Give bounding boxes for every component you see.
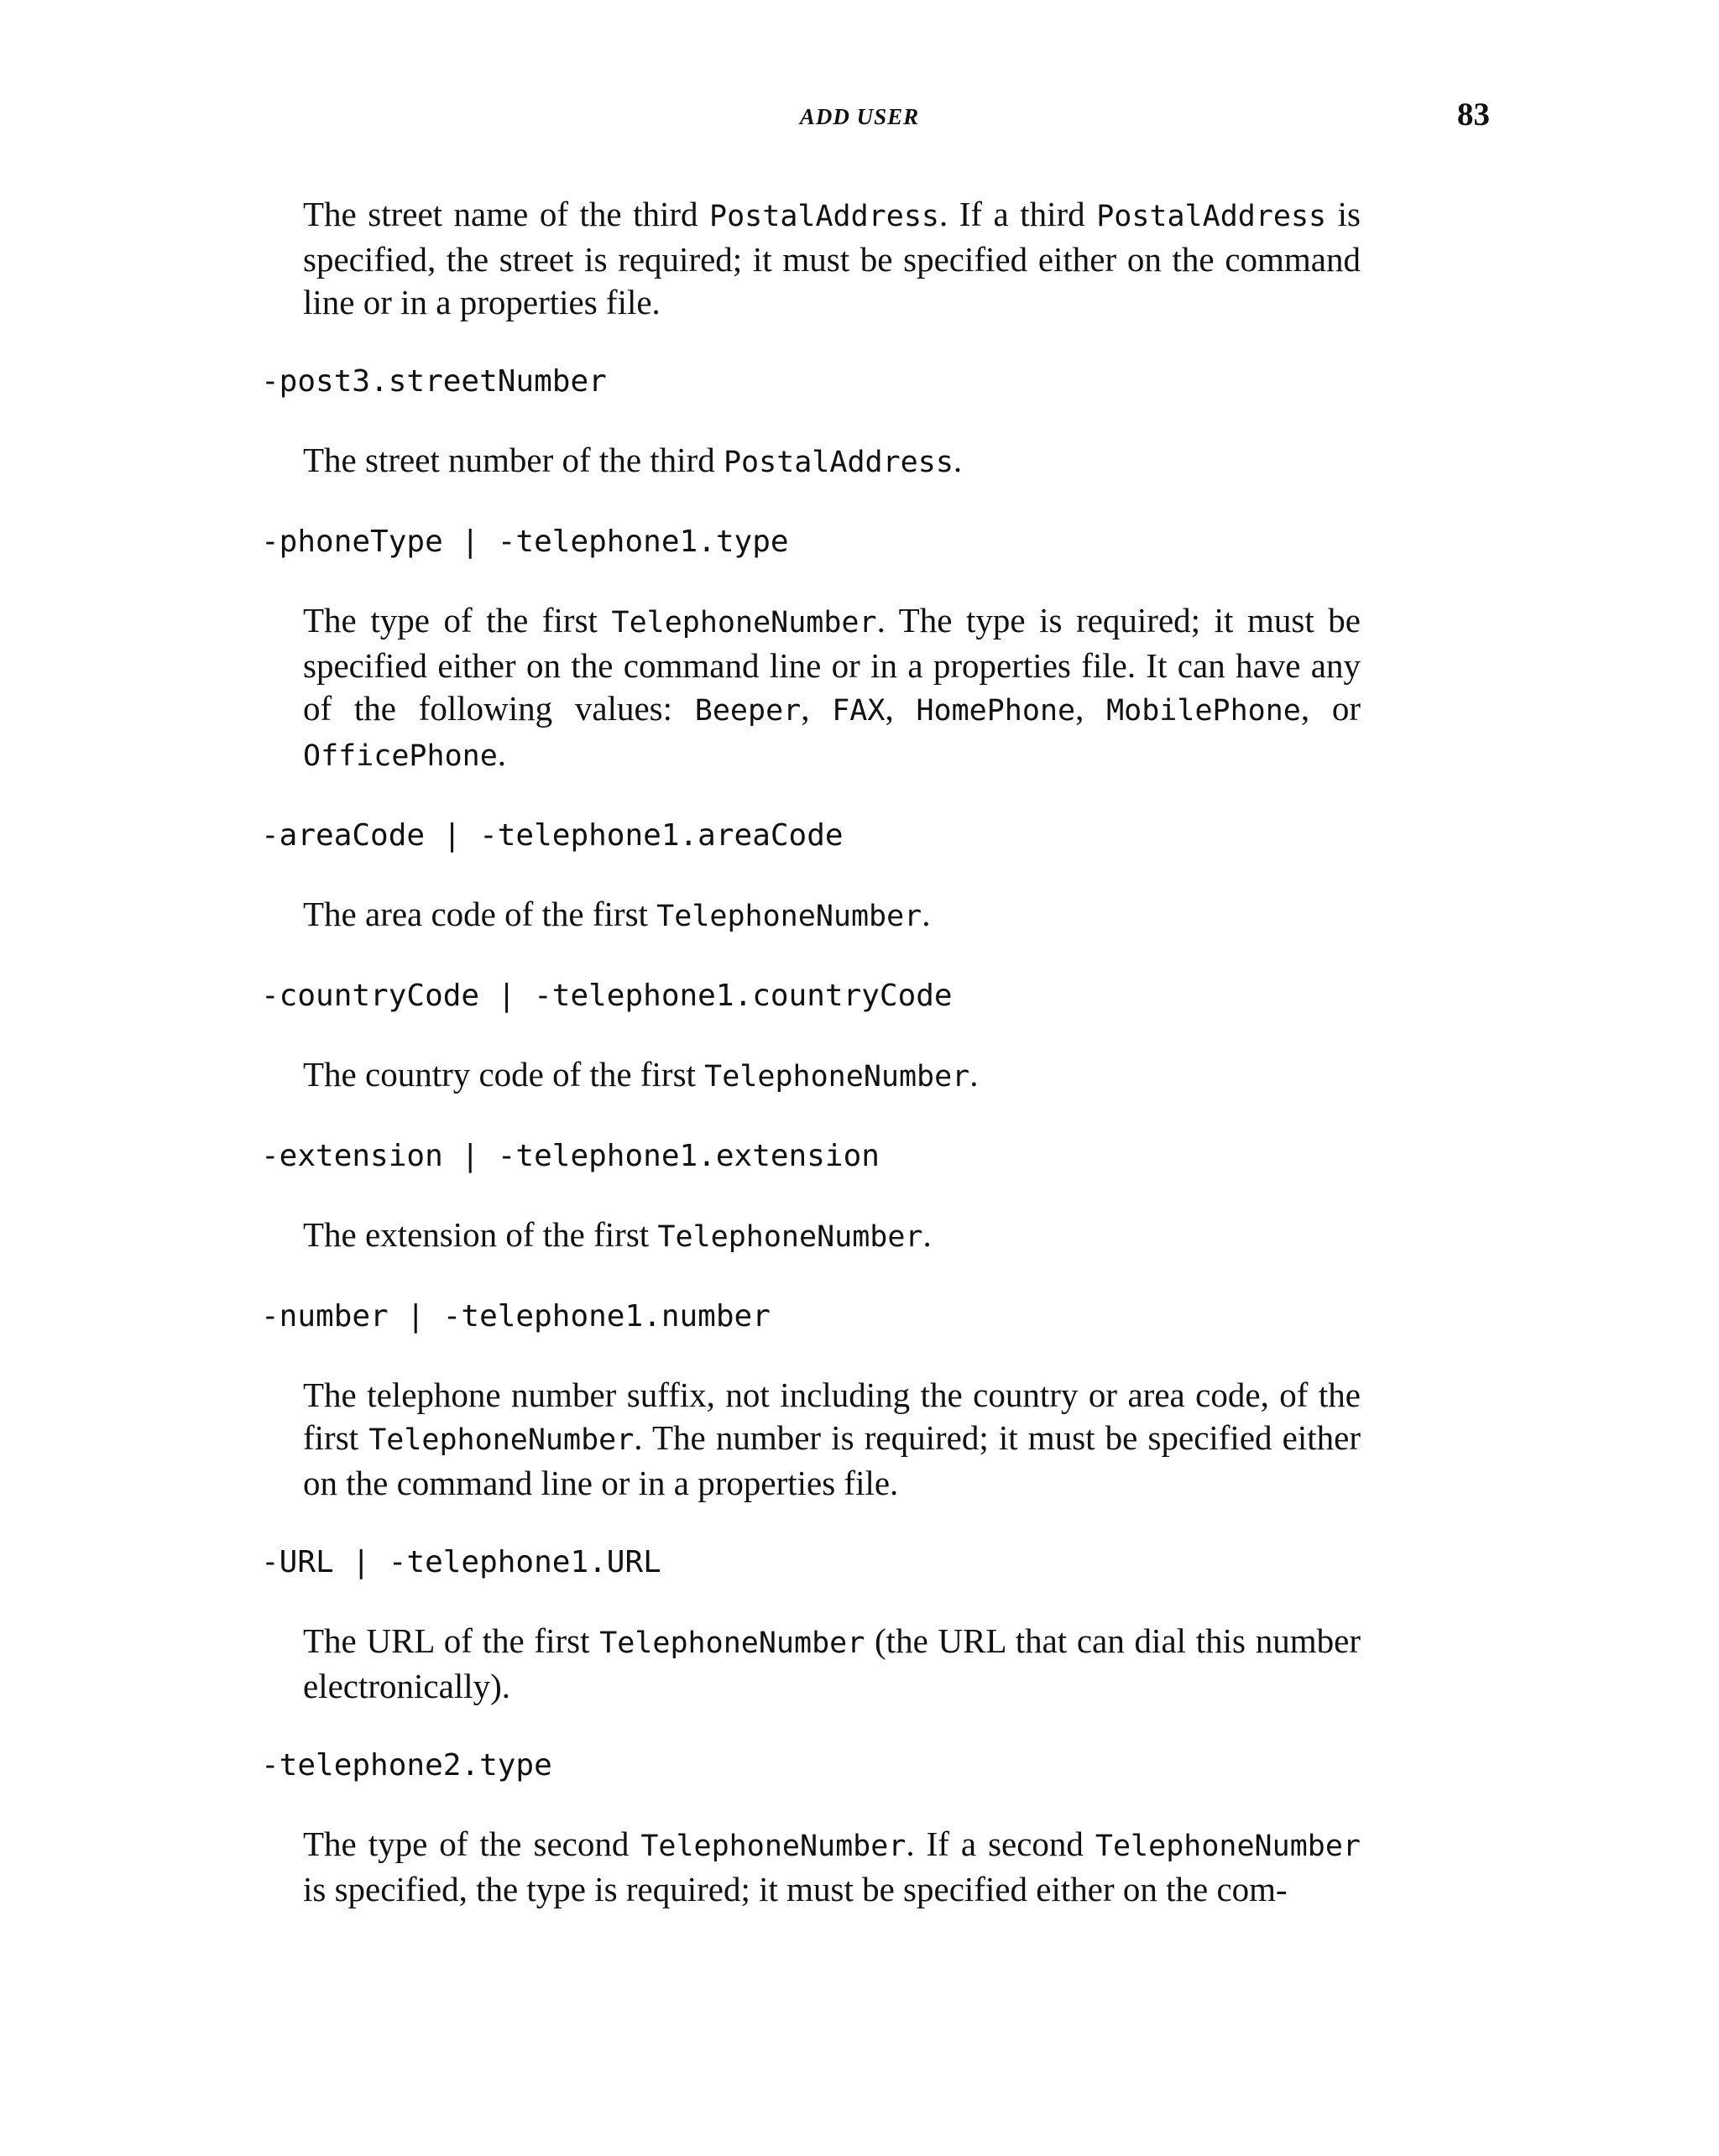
- paragraph-url: The URL of the first TelephoneNumber (the URL that can dial this number electronically).: [303, 1621, 1361, 1705]
- option-url: -URL | -telephone1.URL: [261, 1545, 661, 1579]
- paragraph-area-code: The area code of the first TelephoneNumber.: [303, 895, 931, 933]
- paragraph-extension: The extension of the first TelephoneNumber.: [303, 1215, 932, 1254]
- paragraph-number: The telephone number suffix, not including the country or area code, of the first TelephoneNumber. The number is required; it must be specified either on the command line or in a properties file.: [303, 1376, 1361, 1502]
- page-number: 83: [1457, 97, 1490, 133]
- option-telephone2-type: -telephone2.type: [261, 1748, 552, 1783]
- paragraph-phone-type: The type of the first TelephoneNumber. The type is required; it must be specified either on the command line or in a properties file. It can have any of the following values: Beeper, FAX, HomePhone, MobilePhone, or OfficePhone.: [303, 601, 1361, 773]
- option-number: -number | -telephone1.number: [261, 1299, 771, 1334]
- paragraph-street-name: The street name of the third PostalAddress. If a third PostalAddress is specified, the street is required; it must be specified either on the command line or in a properties file.: [303, 195, 1361, 321]
- option-areacode: -areaCode | -telephone1.areaCode: [261, 818, 844, 853]
- option-extension: -extension | -telephone1.extension: [261, 1139, 880, 1173]
- paragraph-street-number: The street number of the third PostalAddress.: [303, 441, 963, 479]
- option-phonetype: -phoneType | -telephone1.type: [261, 525, 789, 559]
- paragraph-country-code: The country code of the first TelephoneNumber.: [303, 1055, 979, 1094]
- option-countrycode: -countryCode | -telephone1.countryCode: [261, 979, 953, 1013]
- paragraph-telephone2-type: The type of the second TelephoneNumber. If a second TelephoneNumber is specified, the type is required; it must be specified either on the com-: [303, 1825, 1361, 1908]
- option-post3-streetnumber: -post3.streetNumber: [261, 364, 607, 399]
- running-head: ADD USER: [799, 104, 920, 129]
- page-body: [261, 193, 1361, 1911]
